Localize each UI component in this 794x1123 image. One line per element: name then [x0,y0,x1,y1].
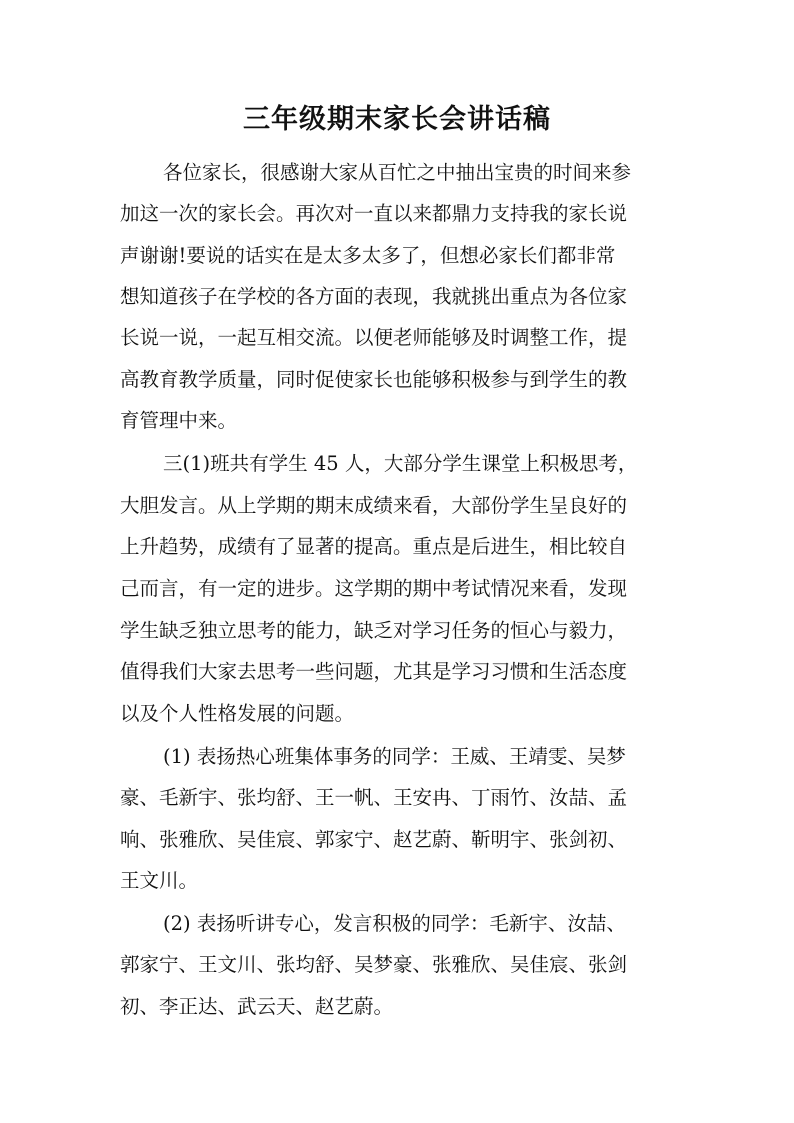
text-line: 学生缺乏独立思考的能力，缺乏对学习任务的恒心与毅力， [120,619,628,642]
text-line: 己而言，有一定的进步。这学期的期中考试情况来看，发现 [120,577,628,600]
text-line: 声谢谢!要说的话实在是太多太多了，但想必家长们都非常 [120,244,616,267]
text-line: 郭家宁、王文川、张均舒、吴梦豪、张雅欣、吴佳宸、张剑 [120,953,628,976]
text-line: 王文川。 [120,869,199,892]
text-line: 以及个人性格发展的问题。 [120,702,355,725]
text-line: 值得我们大家去思考一些问题，尤其是学习习惯和生活态度 [120,660,628,683]
text-line: 育管理中来。 [120,409,238,432]
text-line: (1) 表扬热心班集体事务的同学：王威、王靖雯、吴梦 [163,745,626,768]
text-line: 豪、毛新宇、张均舒、王一帆、王安冉、丁雨竹、汝喆、孟 [120,786,628,809]
text-line: 长说一说，一起互相交流。以便老师能够及时调整工作，提 [120,326,628,349]
text-line: 加这一次的家长会。再次对一直以来都鼎力支持我的家长说 [120,202,628,225]
text-line: 响、张雅欣、吴佳宸、郭家宁、赵艺蔚、靳明宇、张剑初、 [120,828,628,851]
text-line: 三(1)班共有学生 45 人，大部分学生课堂上积极思考， [163,452,638,475]
text-line: (2) 表扬听讲专心，发言积极的同学：毛新宇、汝喆、 [163,912,626,935]
text-line: 大胆发言。从上学期的期末成绩来看，大部份学生呈良好的 [120,494,628,517]
text-line: 高教育教学质量，同时促使家长也能够积极参与到学生的教 [120,368,628,391]
text-line: 初、李正达、武云天、赵艺蔚。 [120,995,394,1018]
text-line: 各位家长，很感谢大家从百忙之中抽出宝贵的时间来参 [163,161,632,184]
document-title: 三年级期末家长会讲话稿 [243,104,551,135]
text-line: 想知道孩子在学校的各方面的表现，我就挑出重点为各位家 [120,285,628,308]
text-line: 上升趋势，成绩有了显著的提高。重点是后进生，相比较自 [120,535,628,558]
